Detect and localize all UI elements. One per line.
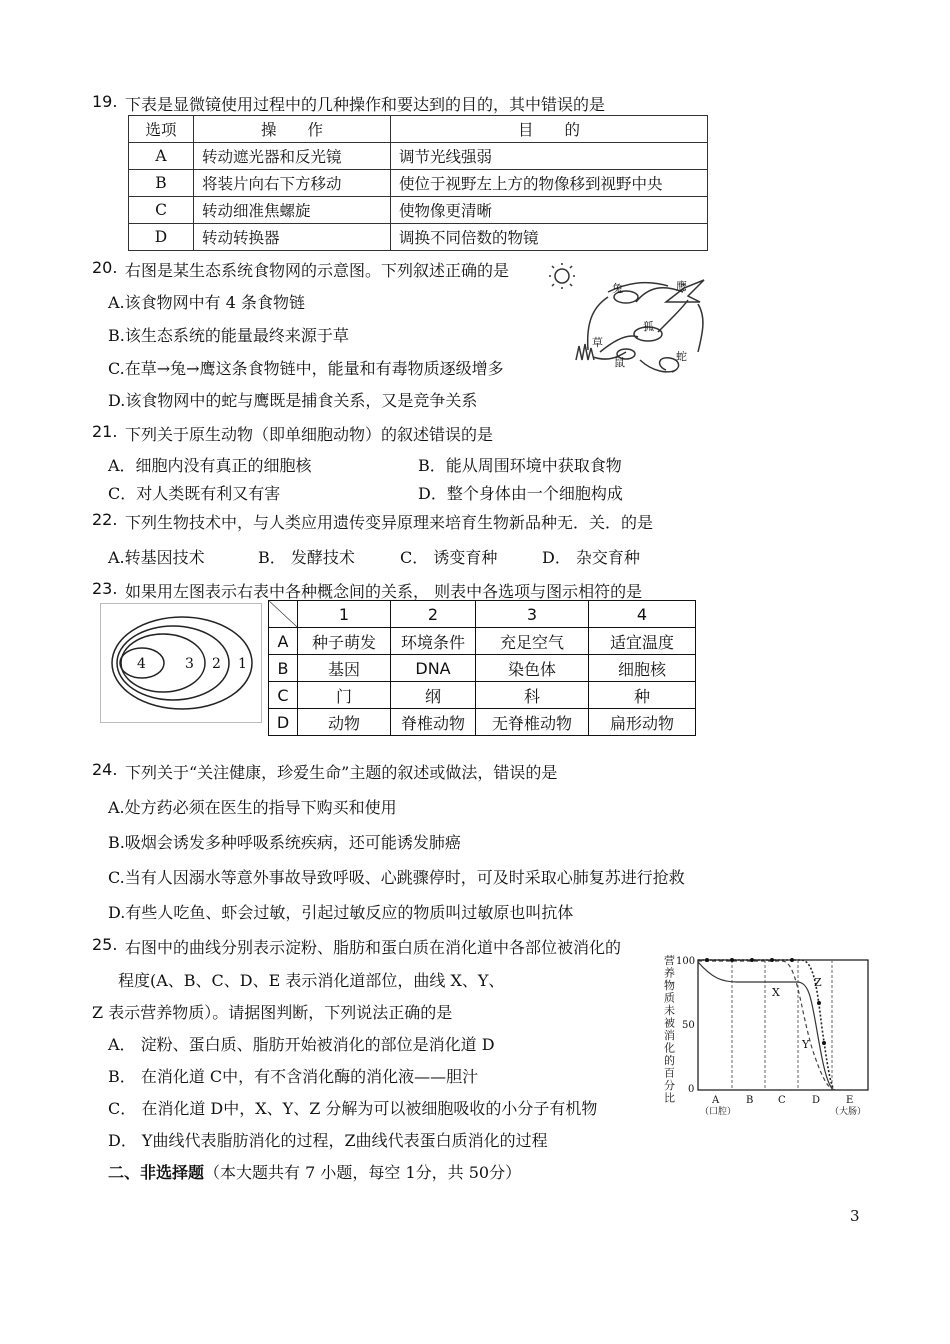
chart-frame	[698, 960, 868, 1090]
q20-option-b: B.该生态系统的能量最终来源于草	[108, 326, 349, 345]
table-header-cell: 4	[589, 601, 696, 628]
food-web-label: 蛇	[676, 350, 687, 363]
table-cell: 使位于视野左上方的物像移到视野中央	[391, 170, 708, 197]
curve-label: X	[772, 986, 780, 999]
chart-ylabel-char: 被	[664, 1016, 675, 1030]
digestion-chart	[662, 948, 878, 1117]
table-corner-cell	[269, 601, 298, 628]
table-cell: 调换不同倍数的物镜	[391, 224, 708, 251]
table-cell: 环境条件	[391, 628, 476, 655]
q21-stem: 下列关于原生动物（即单细胞动物）的叙述错误的是	[125, 425, 494, 444]
q22-option-d: D． 杂交育种	[542, 548, 640, 567]
table-row	[269, 628, 696, 655]
q21-option-b: B．能从周围环境中获取食物	[418, 456, 622, 475]
q22-option-a: A.转基因技术	[108, 548, 205, 567]
q19-stem: 下表是显微镜使用过程中的几种操作和要达到的目的，其中错误的是	[125, 95, 606, 114]
q22-option-b: B． 发酵技术	[258, 548, 355, 567]
table-cell: 脊椎动物	[391, 709, 476, 736]
chart-xtick: A	[712, 1095, 720, 1106]
q22-option-c: C． 诱变育种	[400, 548, 498, 567]
q20-option-a: A.该食物网中有 4 条食物链	[108, 293, 305, 312]
food-web-label: 鹰	[676, 280, 687, 293]
q25-option-a: A． 淀粉、蛋白质、脂肪开始被消化的部位是消化道 D	[108, 1035, 495, 1054]
chart-ytick: 100	[676, 956, 696, 967]
q25-number: 25.	[92, 935, 118, 954]
q20-option-d: D.该食物网中的蛇与鹰既是捕食关系，又是竞争关系	[108, 391, 478, 410]
chart-ylabel-char: 养	[664, 966, 675, 980]
page-number: 3	[850, 1207, 860, 1225]
table-row	[129, 170, 708, 197]
food-web-label: 兔	[612, 282, 623, 295]
chart-ylabel-char: 物	[664, 979, 675, 992]
section-heading	[108, 1160, 521, 1183]
q21-option-a: A．细胞内没有真正的细胞核	[108, 456, 312, 475]
q23-stem: 如果用左图表示右表中各种概念间的关系， 则表中各选项与图示相符的是	[125, 582, 643, 601]
q24-option-a: A.处方药必须在医生的指导下购买和使用	[108, 798, 397, 817]
section-title: 二、非选择题	[108, 1163, 205, 1182]
table-cell: 调节光线强弱	[391, 143, 708, 170]
q25-stem-line-1: 右图中的曲线分别表示淀粉、脂肪和蛋白质在消化道中各部位被消化的	[125, 938, 622, 957]
chart-ylabel-char: 比	[664, 1091, 675, 1105]
q24-option-d: D.有些人吃鱼、虾会过敏，引起过敏反应的物质叫过敏原也叫抗体	[108, 903, 574, 922]
chart-xnote: （大肠）	[830, 1107, 867, 1117]
table-header-cell: 3	[476, 601, 589, 628]
table-row	[129, 143, 708, 170]
table-cell: 转动转换器	[194, 224, 391, 251]
table-cell: D	[269, 709, 298, 736]
table-cell: C	[269, 682, 298, 709]
table-header-row	[269, 601, 696, 628]
chart-xtick: E	[846, 1095, 854, 1106]
q25-option-d: D． Y曲线代表脂肪消化的过程，Z曲线代表蛋白质消化的过程	[108, 1131, 548, 1150]
q20-option-c: C.在草→兔→鹰这条食物链中，能量和有毒物质逐级增多	[108, 359, 504, 378]
table-cell: 无脊椎动物	[476, 709, 589, 736]
q22-number: 22.	[92, 510, 118, 529]
q19-number: 19.	[92, 92, 118, 111]
circle-label: 1	[238, 656, 247, 672]
table-cell: 门	[298, 682, 391, 709]
table-cell: 充足空气	[476, 628, 589, 655]
table-header-cell: 1	[298, 601, 391, 628]
circle-label: 3	[185, 656, 194, 672]
chart-xtick: C	[778, 1095, 786, 1106]
table-cell: 种	[589, 682, 696, 709]
table-row	[269, 655, 696, 682]
q24-option-c: C.当有人因溺水等意外事故导致呼吸、心跳骤停时，可及时采取心肺复苏进行抢救	[108, 868, 685, 887]
table-row	[129, 224, 708, 251]
table-cell: D	[129, 224, 194, 251]
table-row	[269, 709, 696, 736]
table-cell: DNA	[391, 655, 476, 682]
table-cell: 转动遮光器和反光镜	[194, 143, 391, 170]
table-cell: B	[269, 655, 298, 682]
q25-option-b: B． 在消化道 C中，有不含消化酶的消化液——胆汁	[108, 1067, 479, 1086]
table-cell: 纲	[391, 682, 476, 709]
chart-ylabel-char: 化	[664, 1041, 675, 1055]
food-web-label: 鼠	[614, 356, 625, 369]
q24-stem: 下列关于“关注健康，珍爱生命”主题的叙述或做法，错误的是	[125, 763, 558, 782]
q19-table	[128, 115, 708, 251]
food-web-label: 狐	[643, 320, 654, 333]
q21-option-d: D．整个身体由一个细胞构成	[418, 484, 623, 503]
chart-ylabel-char: 未	[664, 1004, 675, 1017]
table-header-cell: 目 的	[391, 116, 708, 143]
table-header-cell: 操 作	[194, 116, 391, 143]
table-cell: A	[129, 143, 194, 170]
q21-option-c: C．对人类既有利又有害	[108, 484, 281, 503]
chart-ytick: 50	[682, 1020, 695, 1031]
table-cell: 染色体	[476, 655, 589, 682]
food-web-label: 草	[592, 336, 603, 349]
q21-number: 21.	[92, 422, 118, 441]
circle-label: 4	[137, 656, 146, 672]
q25-option-c: C． 在消化道 D中，X、Y、Z 分解为可以被细胞吸收的小分子有机物	[108, 1099, 598, 1118]
q25-stem-line-2: 程度(A、B、C、D、E 表示消化道部位，曲线 X、Y、	[118, 971, 505, 990]
chart-ylabel-char: 营	[664, 954, 675, 967]
table-cell: B	[129, 170, 194, 197]
table-cell: 细胞核	[589, 655, 696, 682]
table-header-cell: 选项	[129, 116, 194, 143]
chart-ylabel	[664, 953, 675, 1105]
curve-label: Y	[802, 1038, 810, 1051]
chart-ylabel-char: 的	[664, 1054, 675, 1067]
table-header-row	[129, 116, 708, 143]
chart-xnote: （口腔）	[700, 1107, 737, 1117]
nested-circles-figure	[100, 603, 262, 723]
table-cell: 使物像更清晰	[391, 197, 708, 224]
chart-ylabel-char: 分	[664, 1079, 675, 1092]
chart-ytick: 0	[688, 1084, 695, 1095]
section-note: （本大题共有 7 小题，每空 1分，共 50分）	[204, 1163, 522, 1182]
chart-ylabel-char: 质	[664, 991, 675, 1005]
curve-label: Z	[814, 976, 822, 989]
table-cell: 将装片向右下方移动	[194, 170, 391, 197]
q25-stem-line-3: Z 表示营养物质）。请据图判断，下列说法正确的是	[92, 1003, 453, 1022]
table-cell: 种子萌发	[298, 628, 391, 655]
chart-ylabel-char: 百	[664, 1066, 675, 1080]
table-cell: A	[269, 628, 298, 655]
table-row	[129, 197, 708, 224]
q23-number: 23.	[92, 579, 118, 598]
table-header-cell: 2	[391, 601, 476, 628]
chart-xtick: D	[812, 1095, 821, 1106]
circle-label: 2	[212, 656, 221, 672]
table-cell: C	[129, 197, 194, 224]
table-cell: 科	[476, 682, 589, 709]
q24-option-b: B.吸烟会诱发多种呼吸系统疾病，还可能诱发肺癌	[108, 833, 461, 852]
q20-number: 20.	[92, 258, 118, 277]
table-cell: 基因	[298, 655, 391, 682]
q24-number: 24.	[92, 760, 118, 779]
table-cell: 适宜温度	[589, 628, 696, 655]
table-cell: 动物	[298, 709, 391, 736]
q20-stem: 右图是某生态系统食物网的示意图。下列叙述正确的是	[125, 261, 510, 280]
q23-table	[268, 600, 696, 736]
chart-xtick: B	[746, 1095, 754, 1106]
food-web-figure	[548, 262, 720, 388]
q22-stem: 下列生物技术中，与人类应用遗传变异原理来培育生物新品种无．关．的是	[125, 513, 654, 532]
table-row	[269, 682, 696, 709]
table-cell: 转动细准焦螺旋	[194, 197, 391, 224]
chart-ylabel-char: 消	[664, 1029, 675, 1042]
table-cell: 扁形动物	[589, 709, 696, 736]
